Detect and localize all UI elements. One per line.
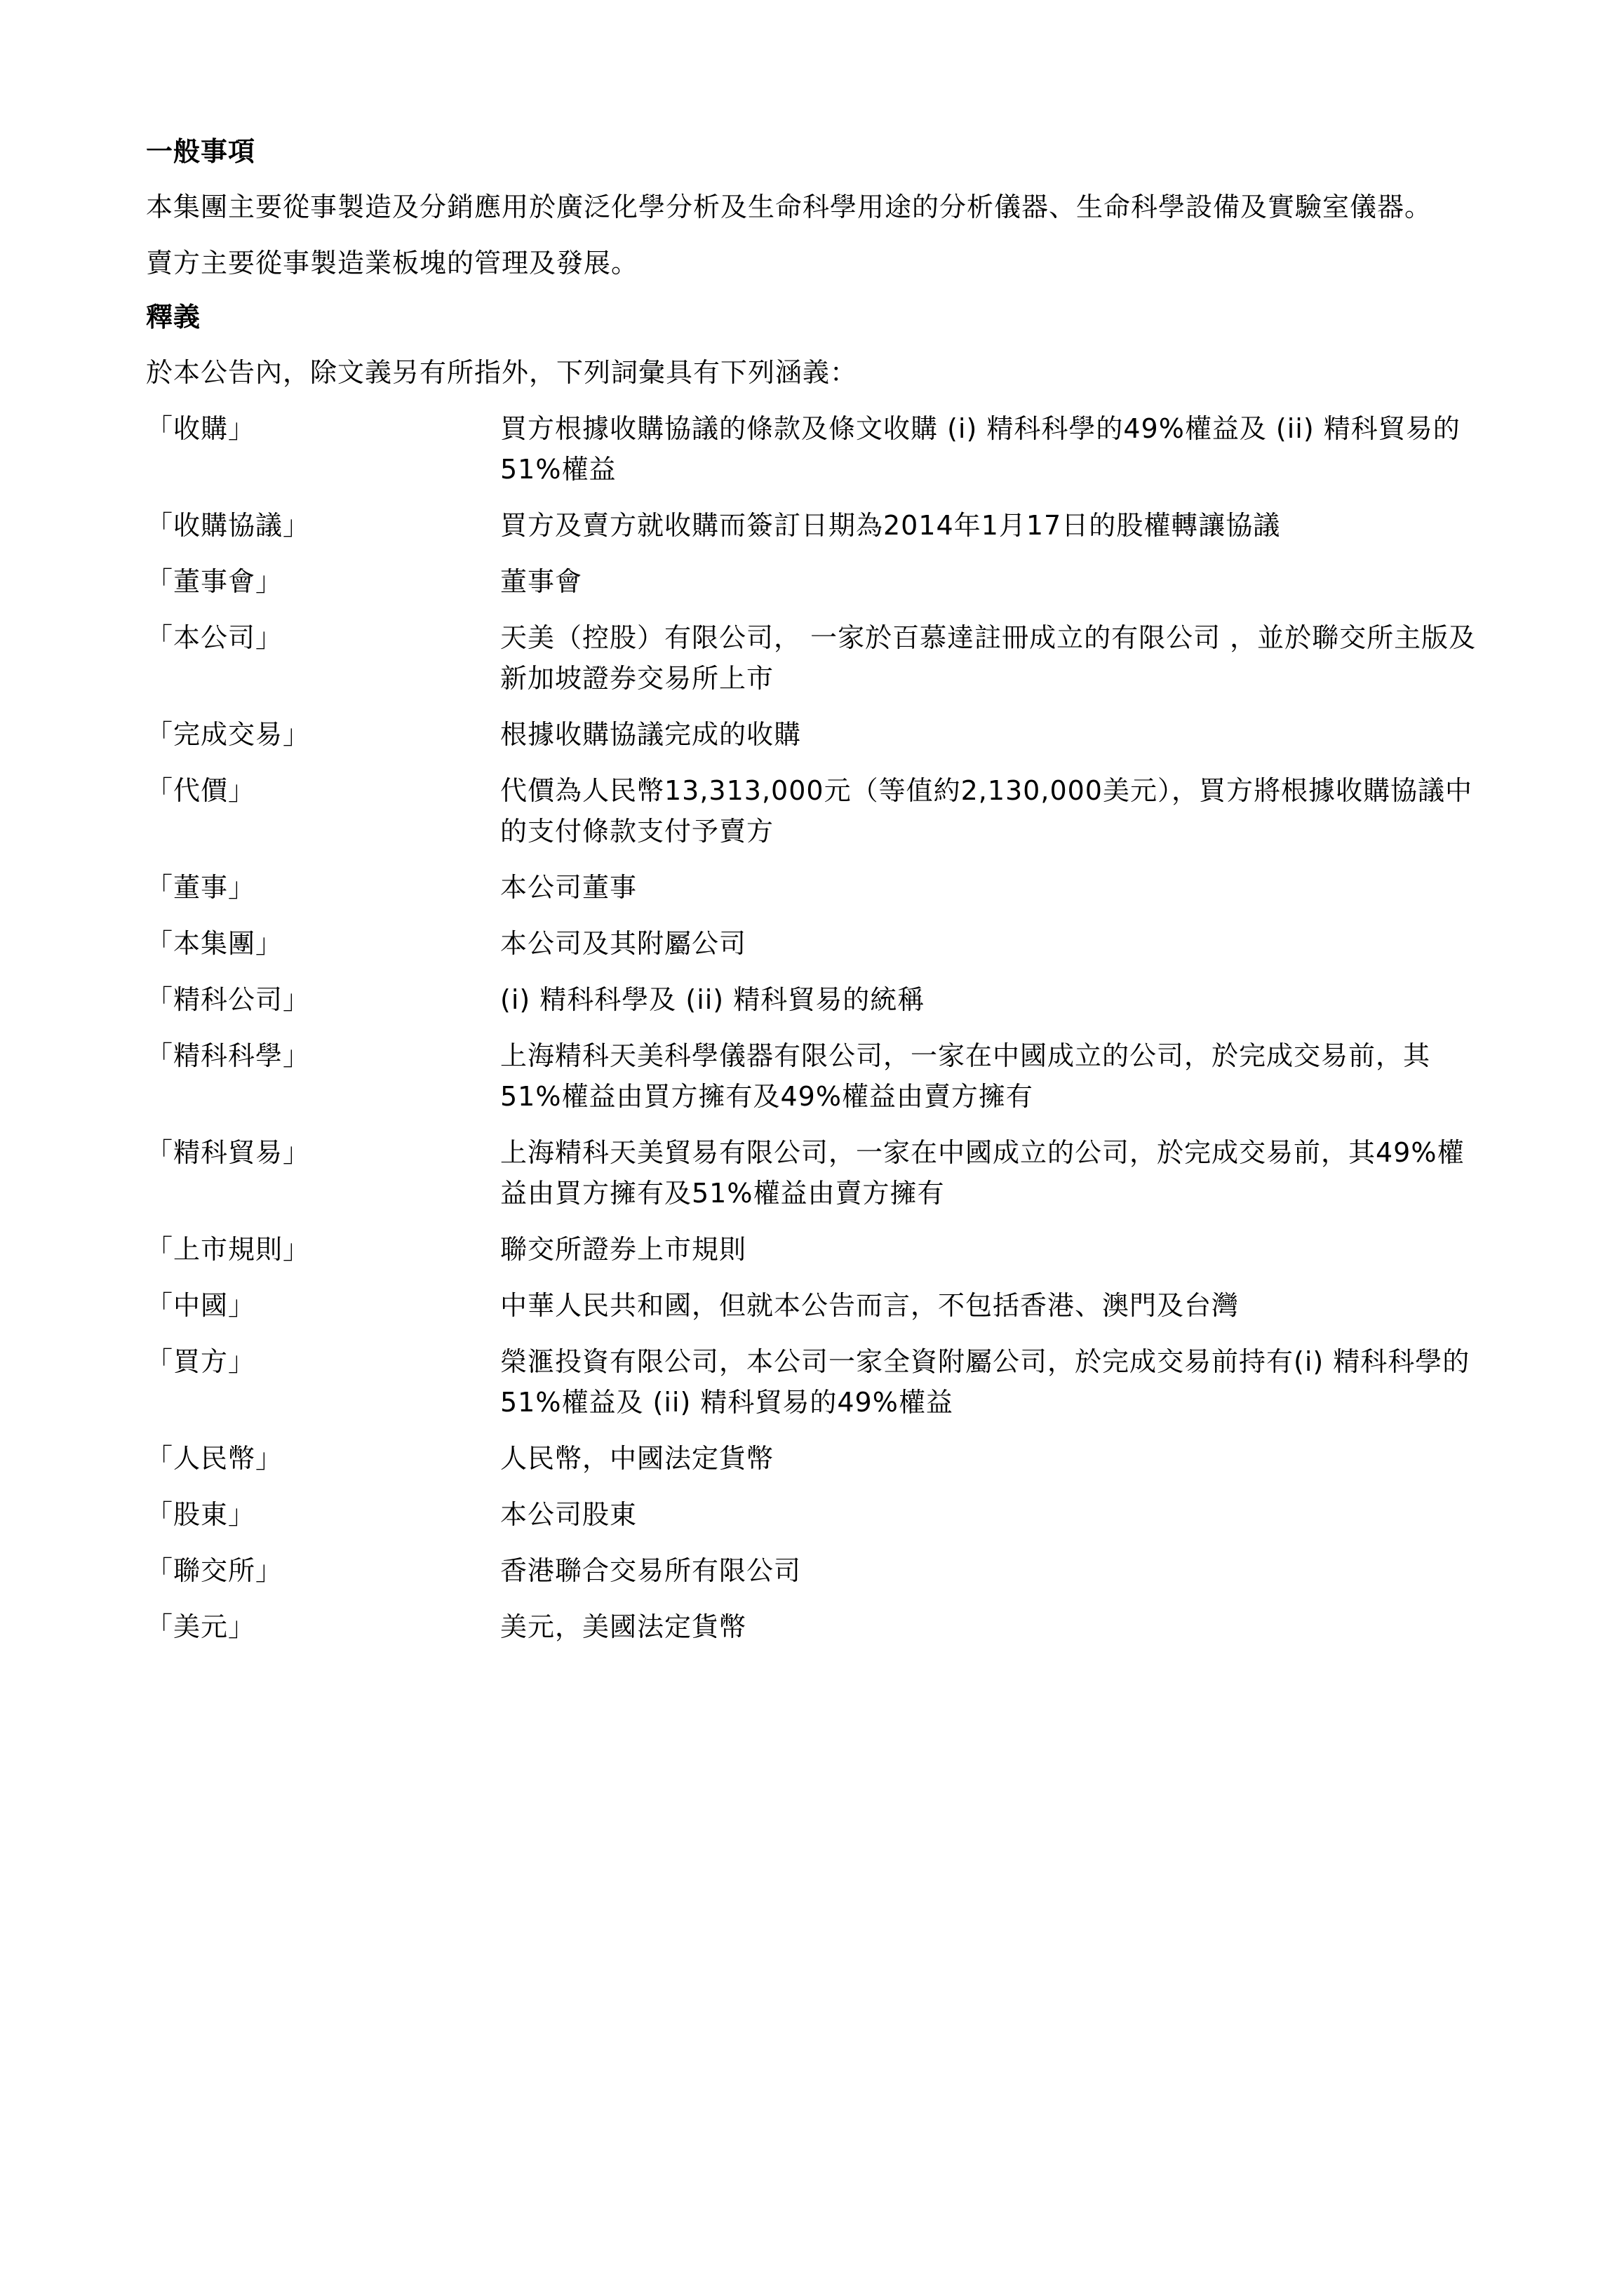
definition-term: 「本公司」 (146, 622, 283, 653)
definition-text: 中華人民共和國，但就本公告而言，不包括香港、澳門及台灣 (500, 1290, 1240, 1321)
general-matters-heading: 一般事項 (146, 136, 256, 167)
definition-row (146, 923, 1482, 964)
definition-term: 「收購協議」 (146, 510, 311, 541)
definition-term: 「完成交易」 (146, 719, 311, 750)
definition-text: 人民幣，中國法定貨幣 (500, 1443, 774, 1474)
definition-row (146, 1285, 1482, 1326)
definition-term: 「收購」 (146, 413, 256, 444)
definition-text: (i) 精科科學及 (ii) 精科貿易的統稱 (500, 984, 925, 1015)
definition-row (146, 714, 1482, 755)
definition-row (146, 1438, 1482, 1479)
definition-row (146, 1606, 1482, 1647)
definition-text: 根據收購協議完成的收購 (500, 719, 802, 750)
definition-row (146, 1035, 1482, 1117)
definition-text: 代價為人民幣13,313,000元（等值約2,130,000美元），買方將根據收購協議中的支付條款支付予賣方 (500, 775, 1472, 847)
vendor-business-paragraph: 賣方主要從事製造業板塊的管理及發展。 (146, 248, 639, 278)
definition-term: 「精科貿易」 (146, 1137, 311, 1168)
definition-term: 「精科科學」 (146, 1040, 311, 1071)
definition-term: 「精科公司」 (146, 984, 311, 1015)
definition-text: 美元，美國法定貨幣 (500, 1611, 747, 1642)
definition-term: 「董事會」 (146, 566, 283, 597)
definition-row (146, 505, 1482, 546)
definition-row (146, 770, 1482, 852)
definitions-list (146, 408, 1482, 1647)
definition-term: 「代價」 (146, 775, 256, 806)
definition-row (146, 979, 1482, 1020)
definition-row (146, 867, 1482, 908)
definition-term: 「美元」 (146, 1611, 256, 1642)
definition-row (146, 1132, 1482, 1214)
definition-row (146, 1550, 1482, 1591)
definition-row (146, 1341, 1482, 1423)
definition-term: 「聯交所」 (146, 1555, 283, 1586)
definition-text: 榮滙投資有限公司，本公司一家全資附屬公司，於完成交易前持有(i) 精科科學的51%權益及 (ii) 精科貿易的49%權益 (500, 1346, 1470, 1418)
definition-term: 「董事」 (146, 872, 256, 903)
definition-term: 「股東」 (146, 1499, 256, 1530)
definition-term: 「本集團」 (146, 928, 283, 959)
definition-row (146, 617, 1482, 699)
definition-term: 「人民幣」 (146, 1443, 283, 1474)
definition-text: 董事會 (500, 566, 583, 597)
definitions-heading: 釋義 (146, 302, 201, 333)
definition-term: 「中國」 (146, 1290, 256, 1321)
definition-term: 「上市規則」 (146, 1234, 311, 1265)
definition-row (146, 408, 1482, 490)
definition-text: 本公司董事 (500, 872, 638, 903)
definition-row (146, 561, 1482, 602)
definition-text: 天美（控股）有限公司， 一家於百慕達註冊成立的有限公司 ，並於聯交所主版及新加坡證券交易所上市 (500, 622, 1477, 694)
definition-text: 香港聯合交易所有限公司 (500, 1555, 802, 1586)
definition-text: 買方根據收購協議的條款及條文收購 (i) 精科科學的49%權益及 (ii) 精科貿易的51%權益 (500, 413, 1461, 485)
definitions-intro: 於本公告內，除文義另有所指外，下列詞彙具有下列涵義： (146, 357, 858, 388)
definition-text: 本公司股東 (500, 1499, 638, 1530)
definition-row (146, 1494, 1482, 1535)
definition-text: 上海精科天美貿易有限公司，一家在中國成立的公司，於完成交易前，其49%權益由買方擁有及51%權益由賣方擁有 (500, 1137, 1465, 1209)
definition-text: 上海精科天美科學儀器有限公司，一家在中國成立的公司，於完成交易前，其51%權益由買方擁有及49%權益由賣方擁有 (500, 1040, 1431, 1112)
document-page (146, 133, 1482, 1663)
definition-text: 買方及賣方就收購而簽訂日期為2014年1月17日的股權轉讓協議 (500, 510, 1281, 541)
definition-text: 聯交所證券上市規則 (500, 1234, 747, 1265)
definition-text: 本公司及其附屬公司 (500, 928, 747, 959)
definition-row (146, 1229, 1482, 1270)
group-business-paragraph: 本集團主要從事製造及分銷應用於廣泛化學分析及生命科學用途的分析儀器、生命科學設備及實驗室儀器。 (146, 192, 1432, 222)
definition-term: 「買方」 (146, 1346, 256, 1377)
